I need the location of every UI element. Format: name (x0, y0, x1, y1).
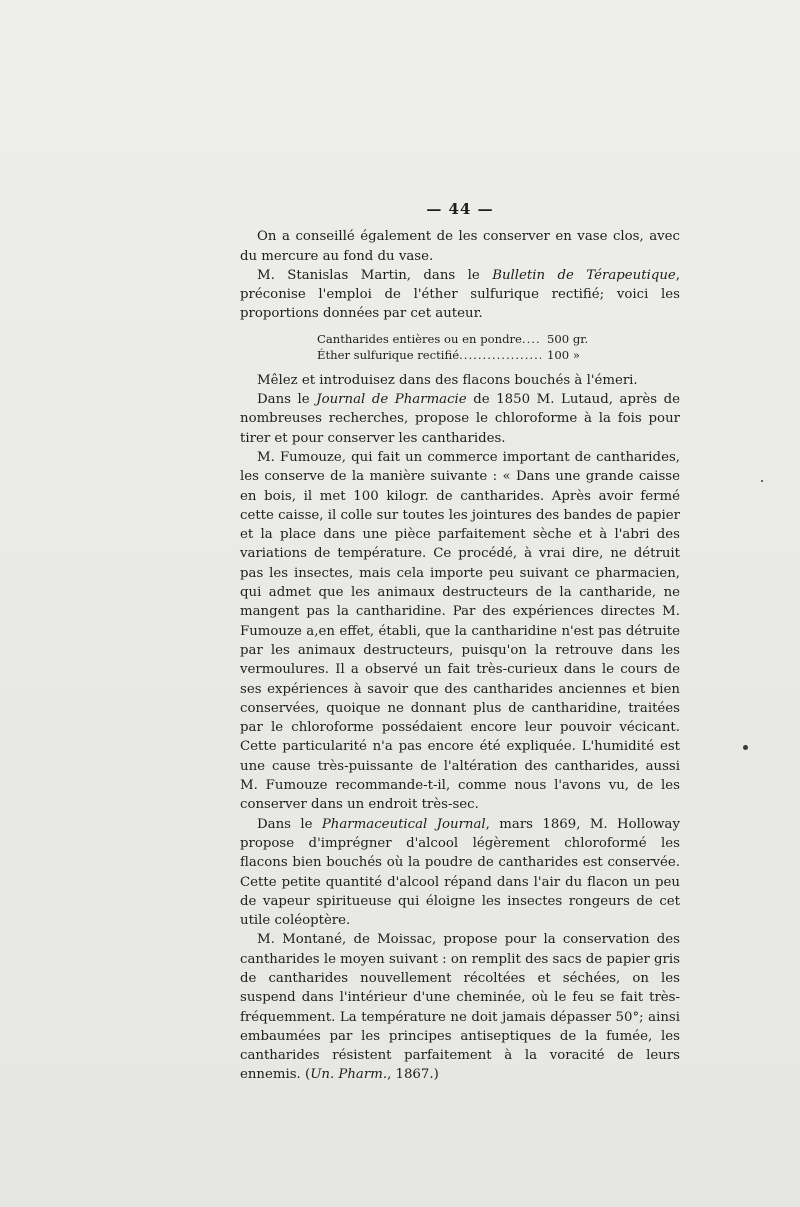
text-run: de 1850 M. Lutaud, après de nombreuses recherches, propose le chloroforme à la fois pour tirer et pour conserver les cantharides. (240, 392, 680, 446)
text-run: M. Montané, de Moissac, propose pour la conservation des cantharides le moyen suivant : on remplit des sacs de papier gris de cantharides nouvellement récoltées et séchées, on les suspend dans l'intérieur d'une cheminée, où le feu se fait très-fréquemment. La température ne doit jamais dépasser 50°; ainsi embaumées par les principes antiseptiques de la fumée, les cantharides résistent parfaitement à la voracité de leurs ennemis. ( (240, 932, 680, 1083)
paragraph (240, 448, 680, 815)
text-run: Dans le (257, 392, 317, 408)
recipe-ingredient: Éther sulfurique rectifié (317, 347, 460, 362)
text-run: Dans le (257, 816, 322, 832)
paragraph (240, 371, 680, 390)
paragraphs-after-recipe (240, 371, 680, 1085)
text-run: On a conseillé également de les conserver en vase clos, avec du mercure au fond du vase. (240, 229, 680, 264)
recipe-table (317, 331, 680, 363)
italic-title: Bulletin de Térapeutique (492, 267, 676, 283)
paragraph (240, 390, 680, 448)
paragraph (240, 930, 680, 1084)
ink-speck (743, 745, 748, 750)
ink-speck (761, 480, 763, 482)
paragraphs-before-recipe (240, 227, 680, 323)
italic-title: Pharmaceutical Journal (321, 816, 486, 832)
text-run: M. Stanislas Martin, dans le (257, 267, 493, 283)
recipe-quantity: 100 » (547, 347, 580, 362)
text-run: , 1867.) (387, 1067, 439, 1083)
leader-dots (522, 331, 541, 347)
paragraph (240, 815, 680, 931)
paragraph (240, 227, 680, 266)
recipe-row (317, 331, 617, 347)
text-run: Mêlez et introduisez dans des flacons bouchés à l'émeri. (257, 372, 638, 388)
leader-dots (459, 347, 541, 363)
text-run: , préconise l'emploi de l'éther sulfurique rectifié; voici les proportions données par cet auteur. (240, 267, 680, 322)
paragraph (240, 266, 680, 324)
italic-title: Un. Pharm. (310, 1067, 388, 1083)
text-run: , mars 1869, M. Holloway propose d'imprégner d'alcool légèrement chloroformé les flacons bien bouchés où la poudre de cantharides est conservée. Cette petite quantité d'alcool répand dans l'air du flacon un peu de vapeur spiritueuse qui éloigne les insectes rongeurs de cet utile coléoptère. (240, 816, 680, 929)
page-text-block (240, 200, 680, 1085)
page-number: — 44 — (426, 200, 494, 218)
recipe-row (317, 347, 617, 363)
recipe-ingredient: Cantharides entières ou en pondre (317, 331, 522, 346)
recipe-quantity: 500 gr. (547, 331, 589, 346)
italic-title: Journal de Pharmacie (316, 392, 467, 408)
text-run: M. Fumouze, qui fait un commerce important de cantharides, les conserve de la manière suivante : « Dans une grande caisse en bois, il met 100 kilogr. de cantharides. Après avoir fermé cette caisse, il colle sur toutes les jointures des bandes de papier et la place dans une pièce parfaitement sèche et à l'abri des variations de température. Ce procédé, à vrai dire, ne détruit pas les insectes, mais cela importe peu suivant ce pharmacien, qui admet que les animaux destructeurs de la cantharide, ne mangent pas la cantharidine. Par des expériences directes M. Fumouze a,en effet, établi, que la cantharidine n'est pas détruite par les animaux destructeurs, puisqu'on la retrouve dans les vermoulures. Il a observé un fait très-curieux dans le cours de ses expériences à savoir que des cantharides anciennes et bien conservées, quoique ne donnant plus de cantharidine, traitées par le chloroforme possédaient encore leur pouvoir vécicant. Cette particularité n'a pas encore été expliquée. L'humidité est une cause très-puissante de l'altération des cantharides, aussi M. Fumouze recommande-t-il, comme nous l'avons vu, de les conserver dans un endroit très-sec. (240, 449, 680, 813)
